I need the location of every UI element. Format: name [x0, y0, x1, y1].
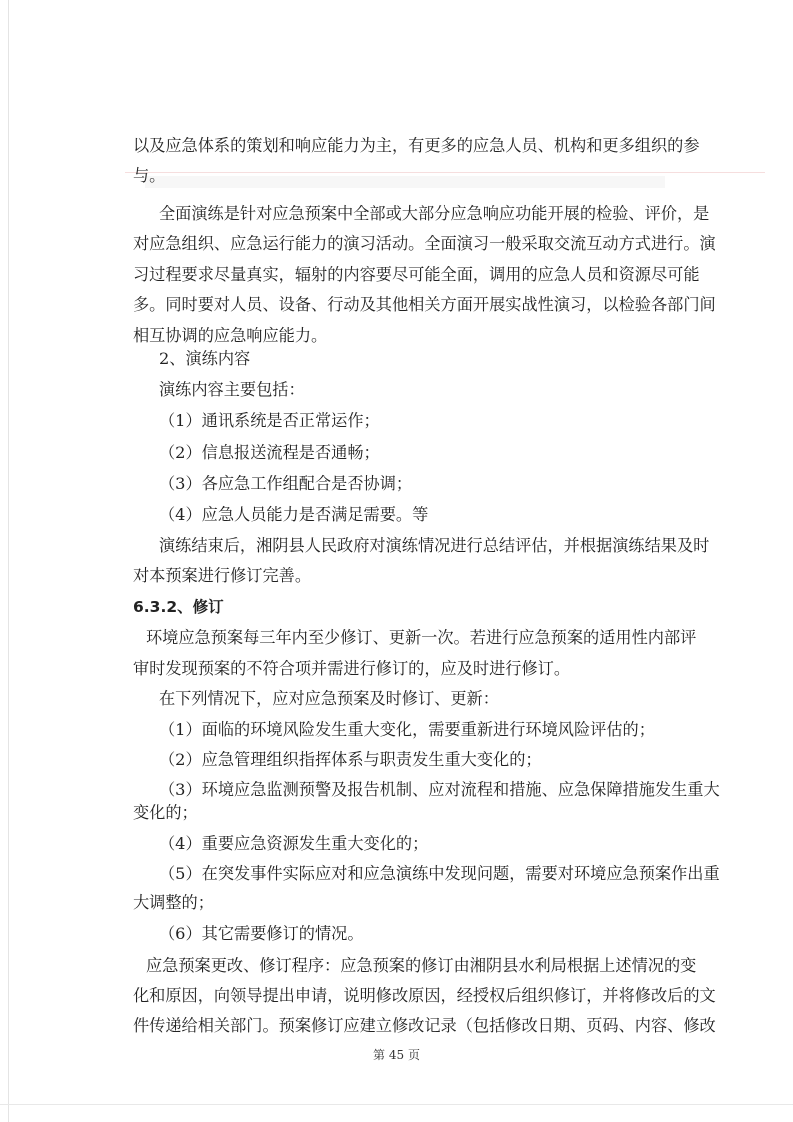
- paragraph-line: 化和原因，向领导提出申请，说明修改原因，经授权后组织修订，并将修改后的文: [133, 986, 716, 1005]
- list-item: （2）应急管理组织指挥体系与职责发生重大变化的；: [159, 750, 542, 769]
- list-item: （1）面临的环境风险发生重大变化，需要重新进行环境风险评估的；: [159, 720, 655, 739]
- list-item: （3）各应急工作组配合是否协调；: [159, 474, 413, 493]
- paragraph-line: 演练结束后，湘阴县人民政府对演练情况进行总结评估，并根据演练结果及时: [159, 536, 710, 555]
- list-item-continuation: 变化的；: [133, 803, 198, 822]
- paragraph-line: 演练内容主要包括：: [159, 380, 305, 399]
- list-item: （3）环境应急监测预警及报告机制、应对流程和措施、应急保障措施发生重大: [159, 780, 720, 799]
- paragraph-line: 多。同时要对人员、设备、行动及其他相关方面开展实战性演习，以检验各部门间: [133, 295, 716, 314]
- paragraph-line: 以及应急体系的策划和响应能力为主，有更多的应急人员、机构和更多组织的参: [133, 136, 700, 155]
- paragraph-line: 相互协调的应急响应能力。: [133, 326, 328, 345]
- list-item: （2）信息报送流程是否通畅；: [159, 443, 380, 462]
- scan-edge-bottom: [0, 1104, 793, 1105]
- list-item: （5）在突发事件实际应对和应急演练中发现问题，需要对环境应急预案作出重: [159, 864, 720, 883]
- paragraph-line: 审时发现预案的不符合项并需进行修订的，应及时进行修订。: [133, 659, 571, 678]
- bleed-through-text: [145, 176, 665, 188]
- list-item: （6）其它需要修订的情况。: [159, 924, 364, 943]
- list-item-continuation: 大调整的；: [133, 893, 214, 912]
- paragraph-line: 件传递给相关部门。预案修订应建立修改记录（包括修改日期、页码、内容、修改: [133, 1016, 716, 1035]
- section-subheading: 2、演练内容: [159, 349, 251, 368]
- bleed-through-mark: [125, 172, 765, 173]
- list-item: （1）通讯系统是否正常运作；: [159, 411, 380, 430]
- paragraph-line: 对应急组织、应急运行能力的演习活动。全面演习一般采取交流互动方式进行。演: [133, 234, 716, 253]
- paragraph-line: 在下列情况下，应对应急预案及时修订、更新：: [159, 689, 499, 708]
- list-item: （4）应急人员能力是否满足需要。等: [159, 505, 429, 524]
- paragraph-line: 全面演练是针对应急预案中全部或大部分应急响应功能开展的检验、评价，是: [159, 204, 710, 223]
- paragraph-line: 习过程要求尽量真实，辐射的内容要尽可能全面，调用的应急人员和资源尽可能: [133, 265, 700, 284]
- page-number: 第 45 页: [373, 1048, 420, 1062]
- scan-edge-left: [8, 0, 9, 1122]
- section-heading: 6.3.2、修订: [133, 598, 224, 616]
- paragraph-line: 与。: [133, 166, 166, 185]
- paragraph-line: 环境应急预案每三年内至少修订、更新一次。若进行应急预案的适用性内部评: [146, 628, 697, 647]
- list-item: （4）重要应急资源发生重大变化的；: [159, 834, 429, 853]
- paragraph-line: 应急预案更改、修订程序：应急预案的修订由湘阴县水利局根据上述情况的变: [146, 956, 697, 975]
- paragraph-line: 对本预案进行修订完善。: [133, 566, 312, 585]
